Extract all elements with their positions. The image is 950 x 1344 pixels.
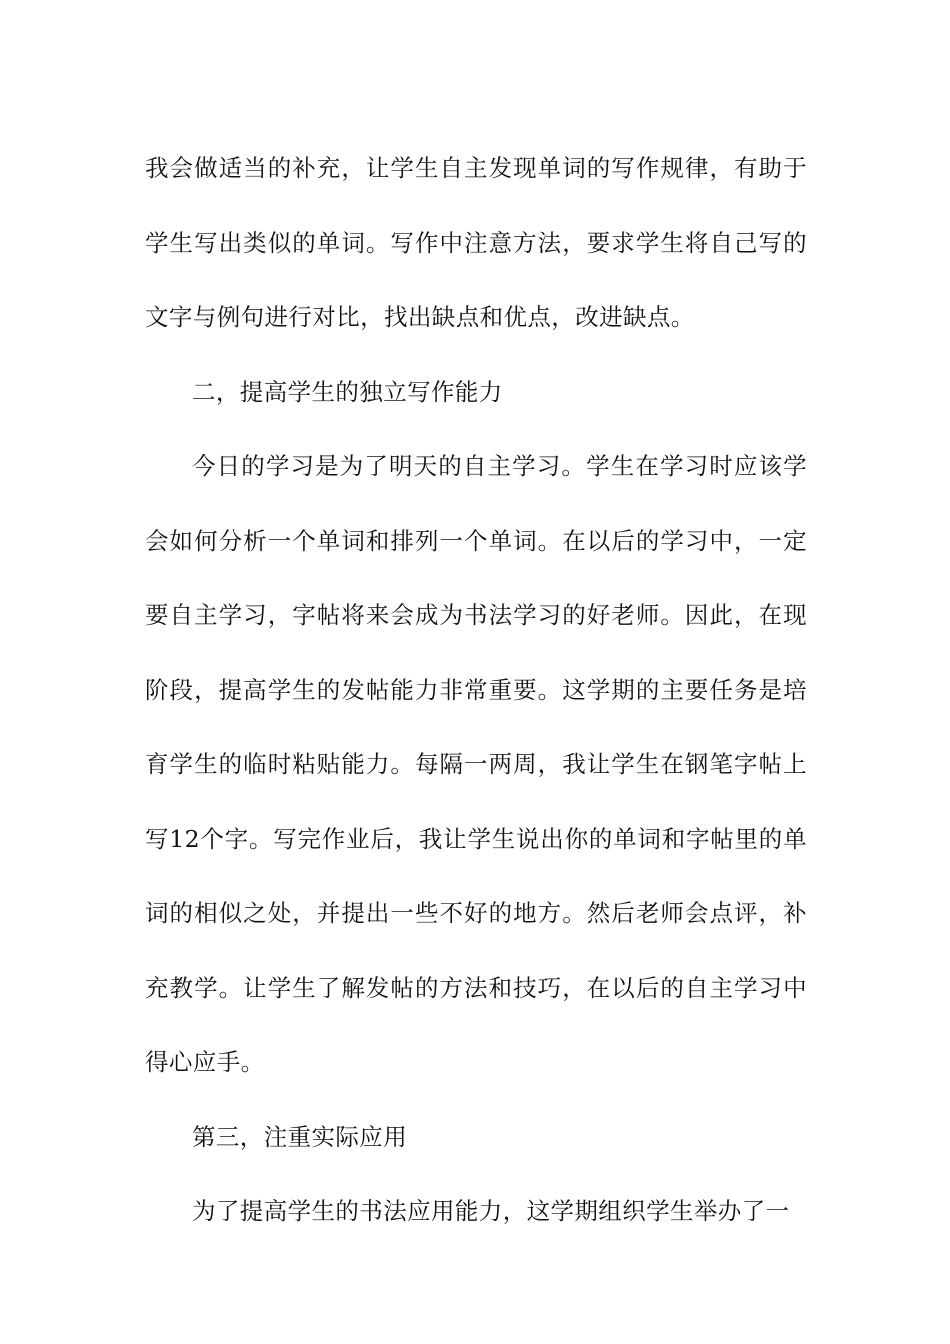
section-heading-2: 二，提高学生的独立写作能力 bbox=[192, 377, 503, 406]
paragraph-continuation: 我会做适当的补充，让学生自主发现单词的写作规律，有助于学生写出类似的单词。写作中注意方法，要求学生将自己写的文字与例句进行对比，找出缺点和优点，改进缺点。 bbox=[145, 154, 807, 331]
paragraph-practical-application: 为了提高学生的书法应用能力，这学期组织学生举办了一 bbox=[192, 1197, 790, 1225]
paragraph-independent-writing: 今日的学习是为了明天的自主学习。学生在学习时应该学会如何分析一个单词和排列一个单词。在以后的学习中，一定要自主学习，字帖将来会成为书法学习的好老师。因此，在现阶段，提高学生的发帖能力非常重要。这学期的主要任务是培育学生的临时粘贴能力。每隔一两周，我让学生在钢笔字帖上写12个字。写完作业后，我让学生说出你的单词和字帖里的单词的相似之处，并提出一些不好的地方。然后老师会点评，补充教学。让学生了解发帖的方法和技巧，在以后的自主学习中得心应手。 bbox=[145, 452, 807, 1076]
section-heading-3: 第三，注重实际应用 bbox=[192, 1122, 408, 1151]
document-body bbox=[145, 131, 807, 1249]
